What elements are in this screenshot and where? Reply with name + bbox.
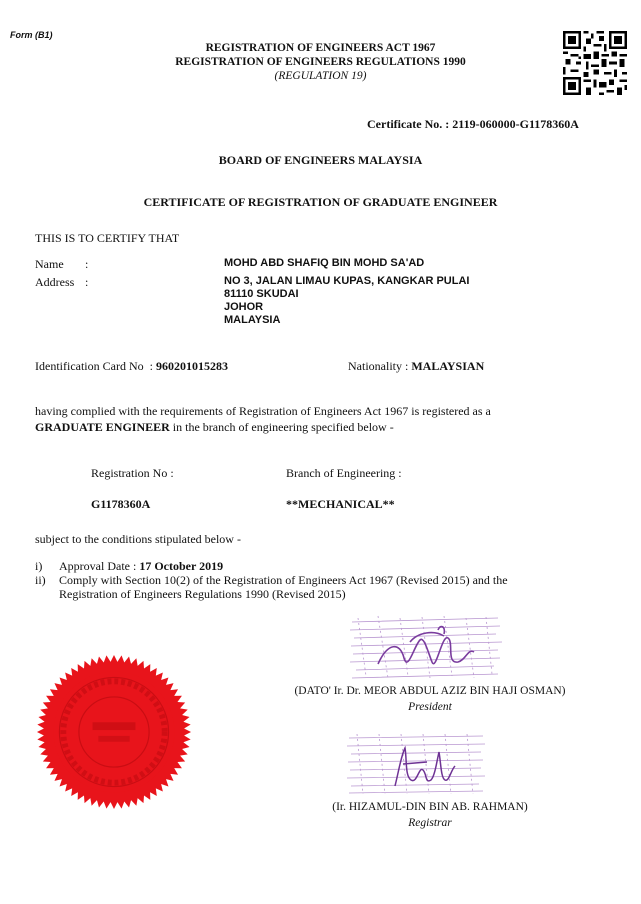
condition-ii-line-1: Comply with Section 10(2) of the Registration of Engineers Act 1967 (Revised 2015) and the xyxy=(59,573,508,587)
registration-class: GRADUATE ENGINEER xyxy=(35,420,170,434)
nationality-label: Nationality : xyxy=(348,359,409,373)
compliance-line-1: having complied with the requirements of Registration of Engineers Act 1967 is registered as a xyxy=(35,404,491,418)
registrar-signature xyxy=(345,730,487,798)
nationality xyxy=(348,359,484,374)
certify-statement: THIS IS TO CERTIFY THAT xyxy=(35,231,180,245)
ic-colon: : xyxy=(149,359,153,373)
official-seal-icon xyxy=(36,654,192,810)
subject-line: subject to the conditions stipulated below - xyxy=(35,532,241,546)
address-line: NO 3, JALAN LIMAU KUPAS, KANGKAR PULAI xyxy=(224,275,470,287)
registrar-name: (Ir. HIZAMUL-DIN BIN AB. RAHMAN) xyxy=(332,801,528,813)
form-label: Form (B1) xyxy=(10,30,53,40)
president-signature xyxy=(348,612,504,684)
branch-label: Branch of Engineering : xyxy=(286,466,402,480)
certificate-number: Certificate No. : 2119-060000-G1178360A xyxy=(367,117,579,131)
nationality-value: MALAYSIAN xyxy=(411,359,485,373)
name-value: MOHD ABD SHAFIQ BIN MOHD SA'AD xyxy=(224,257,425,269)
qr-code-icon xyxy=(563,31,627,95)
branch-value: **MECHANICAL** xyxy=(286,497,395,511)
president-name: (DATO' Ir. Dr. MEOR ABDUL AZIZ BIN HAJI OSMAN) xyxy=(294,685,566,697)
address-label: Address xyxy=(35,275,75,289)
approval-date-label: Approval Date : xyxy=(59,559,140,573)
name-colon: : xyxy=(85,257,89,271)
registration-no-label: Registration No : xyxy=(91,466,174,480)
condition-ii-line-2: Registration of Engineers Regulations 1990 (Revised 2015) xyxy=(59,587,346,601)
ic-value: 960201015283 xyxy=(155,359,228,373)
header-regulations: REGISTRATION OF ENGINEERS REGULATIONS 1990 xyxy=(175,56,466,68)
board-name: BOARD OF ENGINEERS MALAYSIA xyxy=(218,153,423,167)
registrar-role: Registrar xyxy=(408,817,452,829)
address-line: MALAYSIA xyxy=(224,314,281,326)
president-role: President xyxy=(408,701,452,713)
condition-i-marker: i) xyxy=(35,559,43,573)
ic-label-text: Identification Card No xyxy=(35,359,144,373)
certificate-title: CERTIFICATE OF REGISTRATION OF GRADUATE ENGINEER xyxy=(143,195,498,209)
name-label: Name xyxy=(35,257,64,271)
compliance-rest: in the branch of engineering specified below - xyxy=(169,420,394,434)
condition-ii-marker: ii) xyxy=(35,573,46,587)
header-regulation-number: (REGULATION 19) xyxy=(274,70,367,82)
header-act: REGISTRATION OF ENGINEERS ACT 1967 xyxy=(205,42,436,54)
address-line: 81110 SKUDAI xyxy=(224,288,299,300)
address-colon: : xyxy=(85,275,89,289)
condition-i xyxy=(59,559,223,574)
approval-date-value: 17 October 2019 xyxy=(139,559,224,573)
compliance-line-2 xyxy=(35,420,394,435)
address-line: JOHOR xyxy=(224,301,264,313)
ic-label xyxy=(35,359,228,374)
registration-no-value: G1178360A xyxy=(91,497,151,511)
